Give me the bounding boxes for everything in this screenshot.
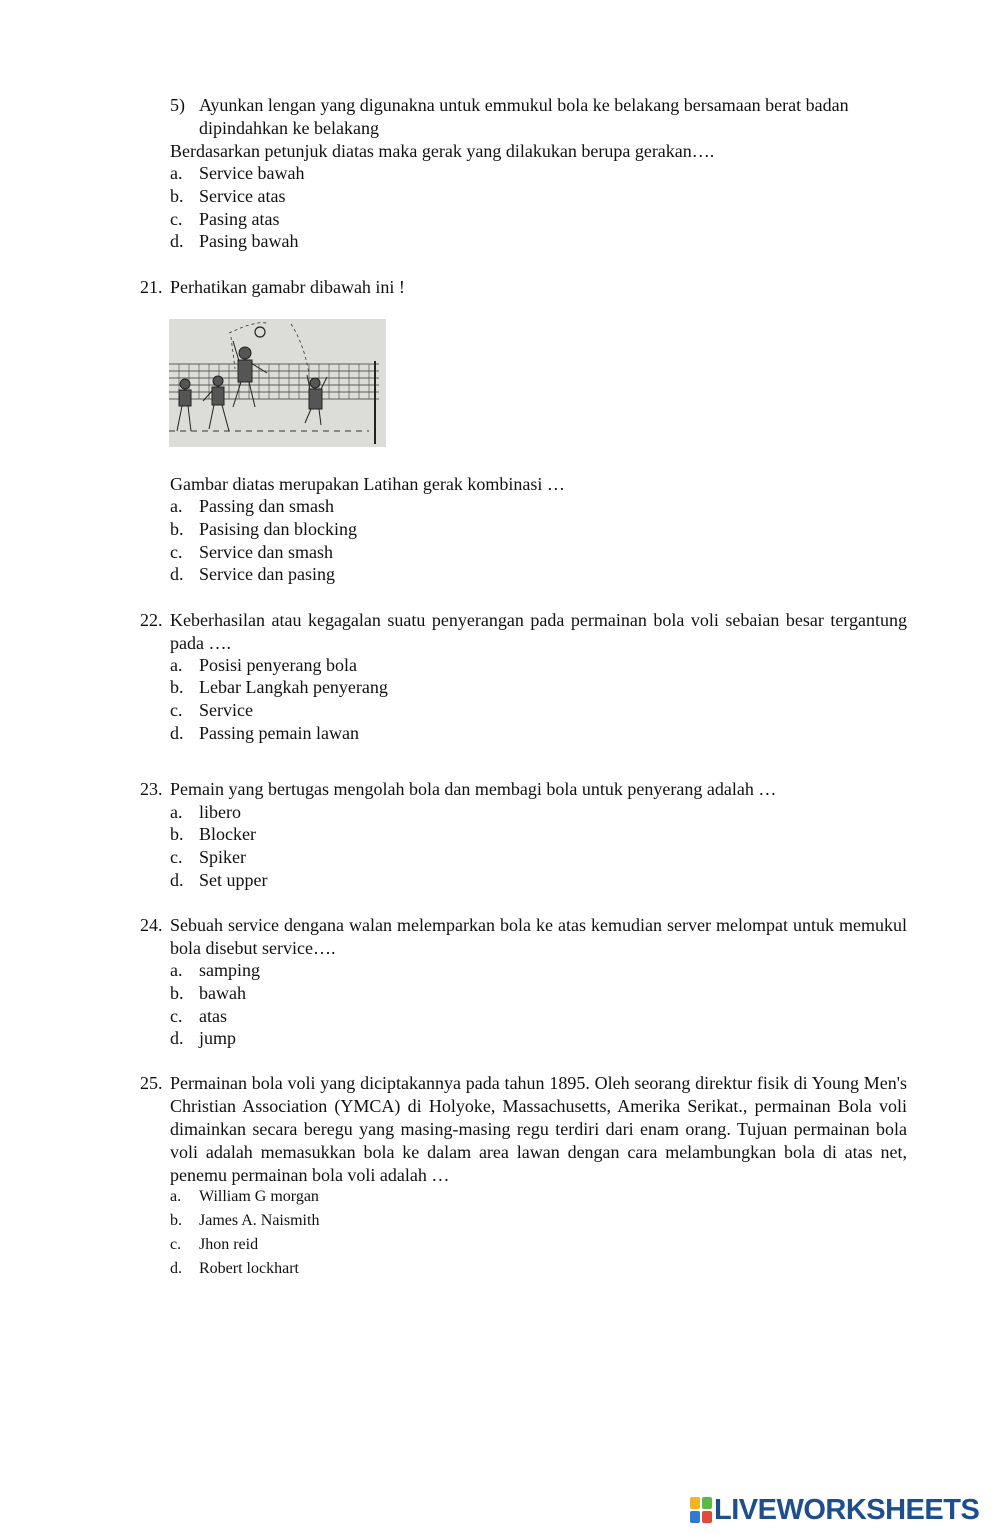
q23-option-c[interactable]: c. Spiker: [170, 847, 246, 867]
q25-number: 25.: [140, 1073, 163, 1093]
intro-option-c[interactable]: c. Pasing atas: [170, 209, 280, 229]
q21-option-b[interactable]: b. Pasising dan blocking: [170, 519, 357, 539]
q22-option-a[interactable]: a. Posisi penyerang bola: [170, 655, 357, 675]
q24-option-d[interactable]: d. jump: [170, 1028, 237, 1048]
q23-number: 23.: [140, 779, 163, 799]
q22-option-d[interactable]: d. Passing pemain lawan: [170, 723, 359, 743]
intro-question: Berdasarkan petunjuk diatas maka gerak yang dilakukan berupa gerakan….: [170, 141, 715, 161]
intro-option-a[interactable]: a. Service bawah: [170, 163, 305, 183]
liveworksheets-logo-icon: [690, 1497, 712, 1523]
q25-option-b[interactable]: b. James A. Naismith: [170, 1212, 320, 1229]
volleyball-drill-icon: [169, 319, 386, 447]
intro-item-line-1: Ayunkan lengan yang digunakna untuk emmukul bola ke belakang bersamaan berat badan: [199, 95, 849, 115]
q25-option-a[interactable]: a. William G morgan: [170, 1188, 319, 1205]
q21-question: Gambar diatas merupakan Latihan gerak kombinasi …: [170, 474, 565, 494]
q25-text: Permainan bola voli yang diciptakannya pada tahun 1895. Oleh seorang direktur fisik di Young Men's Christian Association (YMCA) di Holyoke, Massachusetts, Amerika Serikat., permainan Bola voli dimainkan secara beregu yang masing-masing regu terdiri dari enam orang. Tujuan permainan bola voli adalah memasukkan bola ke dalam area lawan dengan cara melambungkan bola di atas net, penemu permainan bola voli adalah …: [170, 1073, 907, 1185]
q24-option-c[interactable]: c. atas: [170, 1006, 227, 1026]
q23-option-d[interactable]: d. Set upper: [170, 870, 268, 890]
q24-number: 24.: [140, 915, 163, 935]
q22-text: Keberhasilan atau kegagalan suatu penyerangan pada permainan bola voli sebaian besar tergantung pada ….: [170, 610, 907, 653]
q25-option-c[interactable]: c. Jhon reid: [170, 1236, 259, 1253]
logo-text: LIVEWORKSHEETS: [714, 1494, 980, 1526]
q23-option-b[interactable]: b. Blocker: [170, 824, 256, 844]
q22-option-b[interactable]: b. Lebar Langkah penyerang: [170, 677, 388, 697]
liveworksheets-logo[interactable]: [690, 1492, 990, 1528]
q22-option-c[interactable]: c. Service: [170, 700, 253, 720]
q21-option-d[interactable]: d. Service dan pasing: [170, 564, 335, 584]
q21-option-c[interactable]: c. Service dan smash: [170, 542, 333, 562]
q25-option-d[interactable]: d. Robert lockhart: [170, 1260, 299, 1277]
q23-option-a[interactable]: a. libero: [170, 802, 241, 822]
q24-option-a[interactable]: a. samping: [170, 960, 260, 980]
q22-number: 22.: [140, 610, 163, 630]
volleyball-drill-illustration: [169, 319, 386, 447]
q24-text: Sebuah service dengana walan melemparkan bola ke atas kemudian server melompat untuk memukul bola disebut service….: [170, 915, 907, 958]
q21-number: 21.: [140, 277, 163, 297]
q21-option-a[interactable]: a. Passing dan smash: [170, 496, 334, 516]
intro-item-number: 5): [170, 95, 185, 115]
intro-option-d[interactable]: d. Pasing bawah: [170, 231, 299, 251]
q23-text: Pemain yang bertugas mengolah bola dan membagi bola untuk penyerang adalah …: [170, 779, 777, 799]
intro-option-b[interactable]: b. Service atas: [170, 186, 286, 206]
q21-text: Perhatikan gamabr dibawah ini !: [170, 277, 405, 297]
q24-option-b[interactable]: b. bawah: [170, 983, 246, 1003]
intro-item-line-2: dipindahkan ke belakang: [199, 118, 379, 138]
